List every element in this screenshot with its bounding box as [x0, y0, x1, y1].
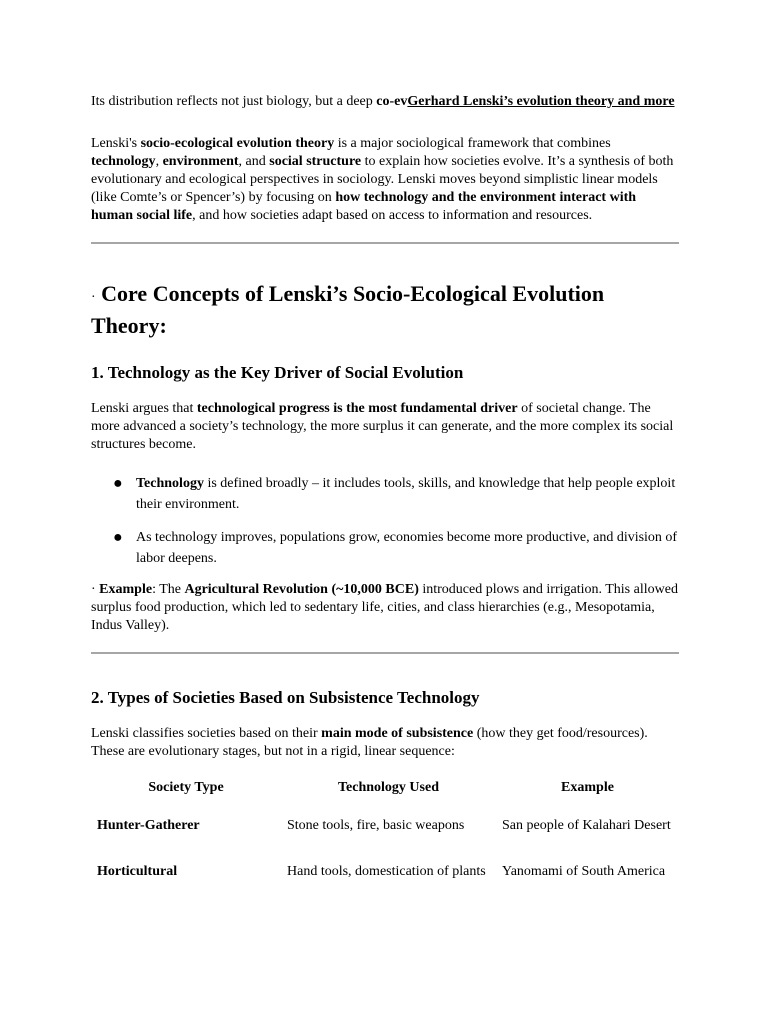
table-cell: Yanomami of South America [502, 864, 666, 879]
text-run: Lenski classifies societies based on their [91, 726, 322, 741]
text-run: of societal change. The more advanced a society’s technology, the more surplus it can generate, and the more complex its social structures become. [91, 401, 674, 452]
bullet-dot: · [91, 582, 100, 597]
section2-paragraph [91, 725, 679, 761]
intro-link[interactable]: Gerhard Lenski’s evolution theory and more [407, 94, 675, 109]
text-run: , and how societies adapt based on access to information and resources. [192, 208, 593, 223]
text-run: is defined broadly – it includes tools, skills, and knowledge that help people exploit their environment. [136, 476, 676, 512]
text-run: Lenski's [91, 136, 141, 151]
text-run: , [155, 154, 163, 169]
list-item [91, 527, 679, 569]
horizontal-rule [91, 242, 679, 244]
bold-run: how technology and the environment interact with human social life [91, 190, 637, 223]
bullet-icon: ● [113, 475, 123, 492]
core-concepts-heading [91, 280, 679, 340]
bullet-icon: ● [113, 529, 123, 546]
bold-run: technology [91, 154, 156, 169]
bold-run: Technology [136, 476, 204, 491]
core-concepts-heading-text: Core Concepts of Lenski’s Socio-Ecological Evolution Theory: [91, 281, 605, 338]
table-row [91, 803, 679, 849]
example-label: Example [99, 582, 153, 597]
society-types-table [91, 775, 679, 895]
overview-paragraph [91, 135, 679, 225]
example-paragraph [91, 581, 679, 635]
text-run: is a major sociological framework that combines [334, 136, 611, 151]
table-cell: Hunter-Gatherer [97, 818, 200, 833]
column-header: Example [561, 780, 614, 795]
document-page [91, 93, 679, 895]
intro-text: Its distribution reflects not just biology, but a deep [91, 94, 377, 109]
table-cell: San people of Kalahari Desert [502, 818, 671, 833]
table-cell: Hand tools, domestication of plants [287, 864, 486, 879]
text-run: As technology improves, populations grow, economies become more productive, and division of labor deepens. [136, 530, 678, 566]
table-header-row [91, 775, 679, 803]
table-cell: Horticultural [97, 864, 178, 879]
column-header: Technology Used [337, 780, 439, 795]
bold-run: technological progress is the most fundamental driver [196, 401, 518, 416]
text-run: to explain how societies evolve. It’s a synthesis of both evolutionary and ecological perspectives in sociology. Lenski moves beyond simplistic linear models (like Comte’s or Spencer’s) by focusing on [91, 154, 674, 205]
list-item [91, 473, 679, 515]
text-run: (how they get food/resources). These are evolutionary stages, but not in a rigid, linear sequence: [91, 726, 648, 759]
text-run: Lenski argues that [91, 401, 197, 416]
horizontal-rule [91, 652, 679, 654]
bold-run: main mode of subsistence [321, 726, 474, 741]
bold-run: socio-ecological evolution theory [140, 136, 335, 151]
table-cell: Stone tools, fire, basic weapons [287, 818, 465, 833]
section1-bullet-list [91, 473, 679, 569]
column-header: Society Type [148, 780, 224, 795]
intro-bold-fragment: co-ev [376, 94, 408, 109]
intro-paragraph [91, 93, 679, 111]
section1-heading: 1. Technology as the Key Driver of Social Evolution [91, 363, 464, 382]
text-run: , and [238, 154, 270, 169]
bold-run: Agricultural Revolution (~10,000 BCE) [184, 582, 419, 597]
table-row [91, 849, 679, 895]
text-run: : The [152, 582, 185, 597]
section2-heading: 2. Types of Societies Based on Subsistence Technology [91, 688, 480, 707]
section1-paragraph [91, 400, 679, 454]
text-run: introduced plows and irrigation. This allowed surplus food production, which led to sedentary life, cities, and class hierarchies (e.g., Mesopotamia, Indus Valley). [91, 582, 678, 633]
bullet-dot: · [91, 290, 96, 305]
bold-run: environment [162, 154, 239, 169]
bold-run: social structure [269, 154, 362, 169]
